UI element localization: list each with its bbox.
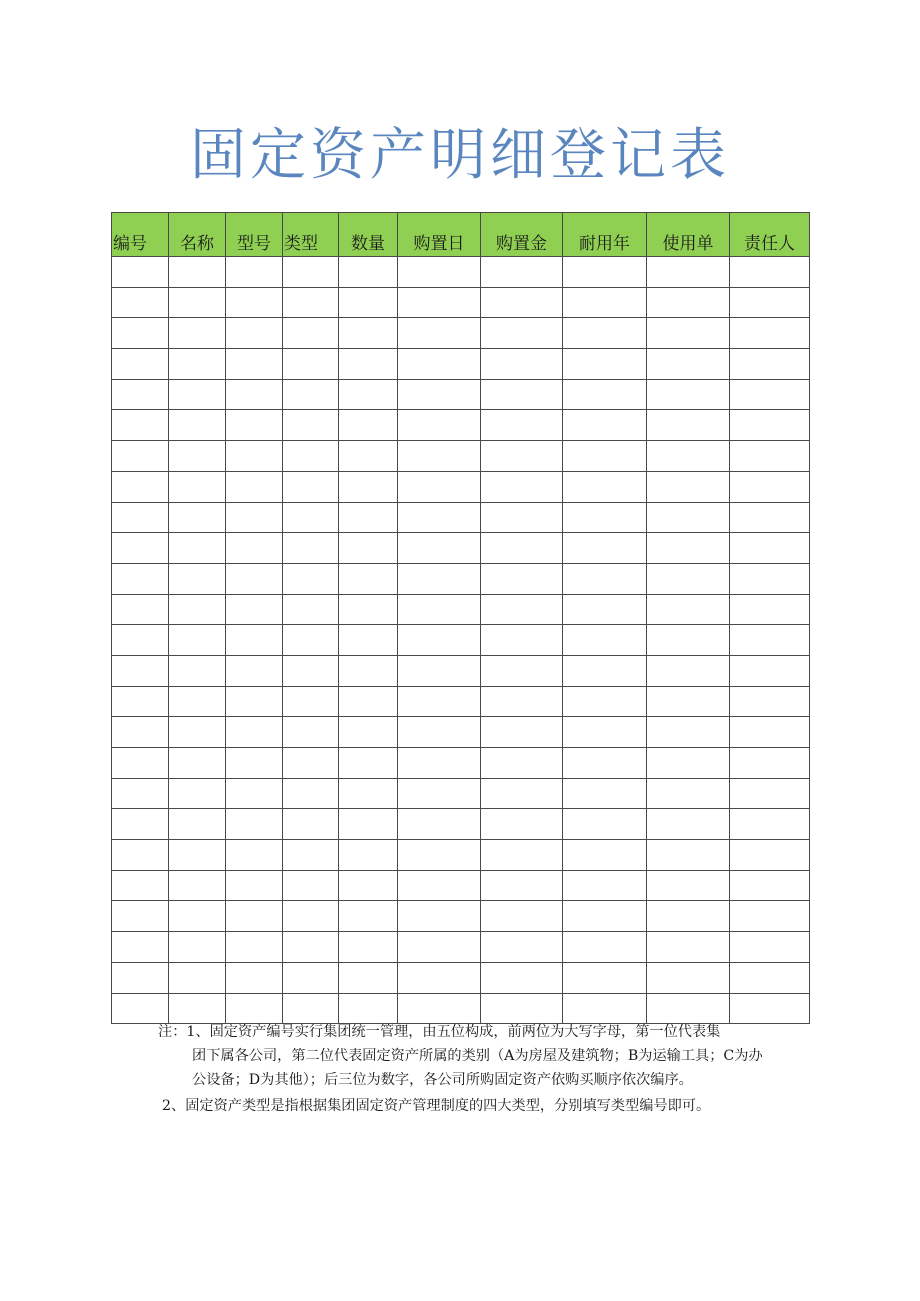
table-cell[interactable] [563, 502, 647, 533]
table-cell[interactable] [339, 840, 398, 871]
table-cell[interactable] [647, 748, 730, 779]
table-cell[interactable] [398, 655, 481, 686]
table-cell[interactable] [339, 471, 398, 502]
table-row [112, 533, 810, 564]
table-cell[interactable] [169, 594, 226, 625]
table-cell[interactable] [226, 502, 283, 533]
table-cell[interactable] [169, 471, 226, 502]
table-cell[interactable] [169, 778, 226, 809]
table-cell[interactable] [169, 410, 226, 441]
table-cell[interactable] [730, 870, 810, 901]
table-cell[interactable] [398, 441, 481, 472]
table-cell[interactable] [730, 686, 810, 717]
table-cell[interactable] [730, 901, 810, 932]
table-cell[interactable] [283, 717, 339, 748]
table-cell[interactable] [226, 748, 283, 779]
table-cell[interactable] [283, 533, 339, 564]
table-cell[interactable] [112, 625, 169, 656]
table-cell[interactable] [647, 717, 730, 748]
table-cell[interactable] [169, 901, 226, 932]
table-cell[interactable] [730, 563, 810, 594]
table-cell[interactable] [730, 349, 810, 380]
table-cell[interactable] [226, 717, 283, 748]
table-cell[interactable] [112, 471, 169, 502]
table-cell[interactable] [647, 686, 730, 717]
table-cell[interactable] [169, 563, 226, 594]
table-cell[interactable] [730, 594, 810, 625]
table-row [112, 471, 810, 502]
table-cell[interactable] [112, 533, 169, 564]
table-header-row [112, 213, 810, 257]
table-cell[interactable] [730, 410, 810, 441]
table-row [112, 932, 810, 963]
table-cell[interactable] [398, 471, 481, 502]
table-cell[interactable] [169, 748, 226, 779]
table-cell[interactable] [169, 287, 226, 318]
table-cell[interactable] [481, 625, 563, 656]
table-cell[interactable] [481, 287, 563, 318]
table-cell[interactable] [112, 410, 169, 441]
table-cell[interactable] [112, 870, 169, 901]
table-cell[interactable] [169, 318, 226, 349]
table-cell[interactable] [398, 809, 481, 840]
table-cell[interactable] [563, 594, 647, 625]
table-cell[interactable] [398, 870, 481, 901]
table-cell[interactable] [283, 594, 339, 625]
table-cell[interactable] [112, 778, 169, 809]
table-cell[interactable] [226, 379, 283, 410]
table-cell[interactable] [112, 962, 169, 993]
table-cell[interactable] [730, 717, 810, 748]
table-cell[interactable] [226, 441, 283, 472]
table-cell[interactable] [481, 778, 563, 809]
table-cell[interactable] [226, 655, 283, 686]
table-cell[interactable] [283, 962, 339, 993]
table-cell[interactable] [563, 318, 647, 349]
table-cell[interactable] [647, 502, 730, 533]
table-row [112, 410, 810, 441]
table-cell[interactable] [398, 932, 481, 963]
table-cell[interactable] [226, 318, 283, 349]
table-cell[interactable] [647, 962, 730, 993]
table-cell[interactable] [730, 625, 810, 656]
table-cell[interactable] [339, 625, 398, 656]
table-cell[interactable] [563, 717, 647, 748]
note-line-3: 公设备；D为其他）；后三位为数字，各公司所购固定资产依购买顺序依次编序。 [192, 1072, 693, 1088]
table-cell[interactable] [169, 441, 226, 472]
header-cell-user-unit: 使用单 [647, 213, 730, 257]
table-cell[interactable] [112, 349, 169, 380]
table-cell[interactable] [283, 379, 339, 410]
table-cell[interactable] [563, 257, 647, 288]
table-cell[interactable] [339, 962, 398, 993]
table-cell[interactable] [563, 533, 647, 564]
table-cell[interactable] [563, 410, 647, 441]
table-cell[interactable] [398, 349, 481, 380]
table-cell[interactable] [226, 809, 283, 840]
table-row [112, 717, 810, 748]
table-row [112, 655, 810, 686]
table-cell[interactable] [112, 840, 169, 871]
table-cell[interactable] [563, 563, 647, 594]
table-cell[interactable] [481, 441, 563, 472]
table-cell[interactable] [226, 287, 283, 318]
table-cell[interactable] [398, 533, 481, 564]
table-cell[interactable] [398, 257, 481, 288]
table-cell[interactable] [481, 809, 563, 840]
table-cell[interactable] [169, 686, 226, 717]
table-row [112, 287, 810, 318]
table-cell[interactable] [112, 686, 169, 717]
table-cell[interactable] [283, 287, 339, 318]
table-cell[interactable] [398, 778, 481, 809]
table-cell[interactable] [339, 410, 398, 441]
table-cell[interactable] [112, 257, 169, 288]
table-cell[interactable] [339, 349, 398, 380]
table-cell[interactable] [283, 471, 339, 502]
header-cell-type: 类型 [283, 213, 339, 257]
table-cell[interactable] [226, 870, 283, 901]
table-cell[interactable] [563, 748, 647, 779]
table-cell[interactable] [226, 932, 283, 963]
table-cell[interactable] [481, 318, 563, 349]
table-cell[interactable] [339, 717, 398, 748]
table-row [112, 502, 810, 533]
table-cell[interactable] [730, 379, 810, 410]
table-cell[interactable] [647, 257, 730, 288]
table-cell[interactable] [730, 441, 810, 472]
table-cell[interactable] [169, 809, 226, 840]
table-cell[interactable] [112, 932, 169, 963]
table-cell[interactable] [481, 748, 563, 779]
table-cell[interactable] [112, 287, 169, 318]
table-cell[interactable] [398, 594, 481, 625]
table-cell[interactable] [339, 748, 398, 779]
table-cell[interactable] [730, 655, 810, 686]
table-cell[interactable] [226, 840, 283, 871]
table-cell[interactable] [730, 287, 810, 318]
table-cell[interactable] [481, 870, 563, 901]
table-cell[interactable] [647, 809, 730, 840]
table-row [112, 379, 810, 410]
table-cell[interactable] [730, 471, 810, 502]
table-row [112, 257, 810, 288]
table-body [112, 257, 810, 1024]
table-cell[interactable] [398, 840, 481, 871]
table-cell[interactable] [339, 870, 398, 901]
table-cell[interactable] [283, 870, 339, 901]
table-cell[interactable] [283, 840, 339, 871]
table-cell[interactable] [112, 318, 169, 349]
table-cell[interactable] [730, 748, 810, 779]
table-cell[interactable] [730, 257, 810, 288]
table-cell[interactable] [283, 686, 339, 717]
table-row [112, 870, 810, 901]
table-cell[interactable] [730, 932, 810, 963]
table-cell[interactable] [398, 287, 481, 318]
table-row [112, 441, 810, 472]
table-cell[interactable] [283, 625, 339, 656]
table-cell[interactable] [226, 257, 283, 288]
table-cell[interactable] [169, 655, 226, 686]
table-cell[interactable] [481, 901, 563, 932]
table-cell[interactable] [647, 349, 730, 380]
table-cell[interactable] [226, 533, 283, 564]
table-cell[interactable] [647, 533, 730, 564]
table-cell[interactable] [730, 809, 810, 840]
table-cell[interactable] [647, 410, 730, 441]
table-row [112, 349, 810, 380]
table-row [112, 748, 810, 779]
table-cell[interactable] [481, 379, 563, 410]
table-cell[interactable] [730, 962, 810, 993]
table-cell[interactable] [481, 655, 563, 686]
table-cell[interactable] [112, 717, 169, 748]
table-cell[interactable] [563, 349, 647, 380]
table-cell[interactable] [563, 625, 647, 656]
table-cell[interactable] [283, 563, 339, 594]
table-cell[interactable] [283, 901, 339, 932]
table-cell[interactable] [283, 502, 339, 533]
table-cell[interactable] [398, 717, 481, 748]
table-cell[interactable] [481, 471, 563, 502]
table-cell[interactable] [563, 379, 647, 410]
table-cell[interactable] [563, 686, 647, 717]
table-cell[interactable] [283, 932, 339, 963]
table-cell[interactable] [169, 625, 226, 656]
table-cell[interactable] [563, 471, 647, 502]
table-cell[interactable] [730, 778, 810, 809]
note-line-4: 2、固定资产类型是指根据集团固定资产管理制度的四大类型，分别填写类型编号即可。 [162, 1098, 711, 1114]
table-cell[interactable] [283, 441, 339, 472]
table-cell[interactable] [481, 962, 563, 993]
table-cell[interactable] [339, 686, 398, 717]
table-cell[interactable] [283, 349, 339, 380]
table-cell[interactable] [398, 502, 481, 533]
table-cell[interactable] [226, 563, 283, 594]
table-cell[interactable] [339, 257, 398, 288]
table-cell[interactable] [169, 717, 226, 748]
table-cell[interactable] [226, 686, 283, 717]
table-cell[interactable] [226, 471, 283, 502]
table-cell[interactable] [563, 655, 647, 686]
table-cell[interactable] [647, 471, 730, 502]
table-cell[interactable] [283, 257, 339, 288]
table-cell[interactable] [169, 349, 226, 380]
table-cell[interactable] [283, 410, 339, 441]
table-cell[interactable] [730, 840, 810, 871]
table-row [112, 778, 810, 809]
table-cell[interactable] [647, 318, 730, 349]
table-cell[interactable] [283, 778, 339, 809]
table-cell[interactable] [398, 563, 481, 594]
table-cell[interactable] [481, 410, 563, 441]
table-cell[interactable] [339, 594, 398, 625]
table-cell[interactable] [563, 932, 647, 963]
table-cell[interactable] [169, 870, 226, 901]
table-cell[interactable] [112, 655, 169, 686]
table-row [112, 563, 810, 594]
header-cell-code: 编号 [112, 213, 169, 257]
table-cell[interactable] [339, 932, 398, 963]
table-cell[interactable] [563, 809, 647, 840]
table-cell[interactable] [563, 778, 647, 809]
table-row [112, 962, 810, 993]
table-cell[interactable] [112, 379, 169, 410]
table-cell[interactable] [481, 932, 563, 963]
table-cell[interactable] [339, 318, 398, 349]
table-cell[interactable] [339, 441, 398, 472]
table-cell[interactable] [398, 318, 481, 349]
header-cell-service-life: 耐用年 [563, 213, 647, 257]
table-cell[interactable] [563, 901, 647, 932]
table-cell[interactable] [647, 840, 730, 871]
table-cell[interactable] [169, 962, 226, 993]
table-cell[interactable] [339, 563, 398, 594]
table-cell[interactable] [169, 533, 226, 564]
table-cell[interactable] [283, 748, 339, 779]
table-row [112, 840, 810, 871]
table-cell[interactable] [398, 901, 481, 932]
table-cell[interactable] [647, 379, 730, 410]
table-cell[interactable] [398, 686, 481, 717]
table-cell[interactable] [647, 287, 730, 318]
table-cell[interactable] [226, 625, 283, 656]
table-cell[interactable] [563, 287, 647, 318]
table-row [112, 901, 810, 932]
table-row [112, 594, 810, 625]
table-cell[interactable] [647, 563, 730, 594]
table-cell[interactable] [226, 962, 283, 993]
table-cell[interactable] [563, 840, 647, 871]
table-cell[interactable] [112, 901, 169, 932]
table-cell[interactable] [647, 625, 730, 656]
table-cell[interactable] [647, 901, 730, 932]
table-cell[interactable] [339, 533, 398, 564]
table-cell[interactable] [730, 318, 810, 349]
table-cell[interactable] [226, 349, 283, 380]
table-cell[interactable] [339, 502, 398, 533]
table-cell[interactable] [647, 778, 730, 809]
table-cell[interactable] [339, 809, 398, 840]
table-cell[interactable] [481, 533, 563, 564]
note-line-1: 注：1、固定资产编号实行集团统一管理，由五位构成，前两位为大写字母，第一位代表集 [158, 1024, 721, 1040]
header-cell-model: 型号 [226, 213, 283, 257]
table-cell[interactable] [283, 318, 339, 349]
table-cell[interactable] [339, 379, 398, 410]
table-cell[interactable] [730, 993, 810, 1024]
table-row [112, 809, 810, 840]
table-cell[interactable] [730, 533, 810, 564]
header-cell-purchase-amount: 购置金 [481, 213, 563, 257]
header-cell-responsible-person: 责任人 [730, 213, 810, 257]
table-cell[interactable] [398, 379, 481, 410]
header-cell-purchase-date: 购置日 [398, 213, 481, 257]
table-cell[interactable] [169, 840, 226, 871]
table-row [112, 625, 810, 656]
table-row [112, 318, 810, 349]
table-cell[interactable] [481, 349, 563, 380]
table-cell[interactable] [226, 901, 283, 932]
table-cell[interactable] [563, 441, 647, 472]
table-cell[interactable] [226, 594, 283, 625]
table-cell[interactable] [169, 379, 226, 410]
table-cell[interactable] [398, 962, 481, 993]
table-cell[interactable] [226, 778, 283, 809]
table-cell[interactable] [169, 502, 226, 533]
table-cell[interactable] [339, 901, 398, 932]
table-cell[interactable] [481, 840, 563, 871]
table-cell[interactable] [563, 962, 647, 993]
table-cell[interactable] [647, 655, 730, 686]
table-cell[interactable] [647, 594, 730, 625]
table-cell[interactable] [169, 257, 226, 288]
table-cell[interactable] [226, 410, 283, 441]
table-cell[interactable] [112, 441, 169, 472]
table-cell[interactable] [647, 932, 730, 963]
header-cell-name: 名称 [169, 213, 226, 257]
table-cell[interactable] [398, 625, 481, 656]
table-cell[interactable] [283, 655, 339, 686]
table-cell[interactable] [481, 717, 563, 748]
table-cell[interactable] [112, 748, 169, 779]
table-cell[interactable] [398, 748, 481, 779]
table-cell[interactable] [339, 778, 398, 809]
table-cell[interactable] [112, 502, 169, 533]
table-cell[interactable] [112, 594, 169, 625]
table-cell[interactable] [112, 809, 169, 840]
table-cell[interactable] [730, 502, 810, 533]
table-cell[interactable] [481, 502, 563, 533]
asset-register-table [111, 212, 810, 1024]
table-cell[interactable] [169, 932, 226, 963]
table-cell[interactable] [112, 563, 169, 594]
header-cell-quantity: 数量 [339, 213, 398, 257]
table-cell[interactable] [339, 287, 398, 318]
table-cell[interactable] [647, 441, 730, 472]
table-cell[interactable] [398, 410, 481, 441]
table-cell[interactable] [339, 655, 398, 686]
table-cell[interactable] [481, 257, 563, 288]
table-cell[interactable] [647, 870, 730, 901]
table-cell[interactable] [283, 809, 339, 840]
table-cell[interactable] [481, 563, 563, 594]
table-cell[interactable] [563, 870, 647, 901]
note-line-2: 团下属各公司，第二位代表固定资产所属的类别（A为房屋及建筑物；B为运输工具；C为办 [192, 1048, 763, 1064]
table-row [112, 686, 810, 717]
table-cell[interactable] [481, 594, 563, 625]
page-title: 固定资产明细登记表 [190, 123, 730, 188]
table-cell[interactable] [481, 686, 563, 717]
